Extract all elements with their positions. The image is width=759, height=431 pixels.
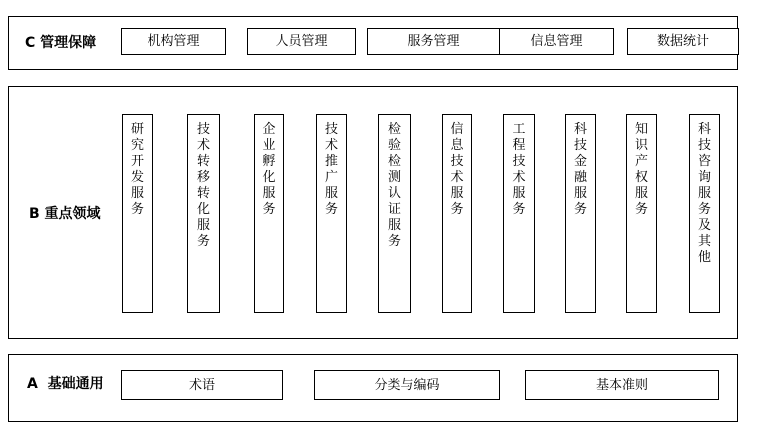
classification-coding-box: 分类与编码 bbox=[314, 370, 500, 400]
data-statistics-box: 数据统计 bbox=[627, 28, 739, 55]
service-management-box: 服务管理 bbox=[367, 28, 500, 55]
key-area-text: 信息技术服务 bbox=[450, 122, 464, 217]
key-area-box-engineering bbox=[503, 114, 535, 313]
management-support-panel bbox=[8, 16, 738, 70]
key-area-text: 研究开发服务 bbox=[130, 122, 144, 217]
key-area-text: 知识产权服务 bbox=[634, 122, 648, 217]
key-areas-panel bbox=[8, 86, 738, 339]
basic-principles-box: 基本准则 bbox=[525, 370, 719, 400]
key-area-box-rd-services bbox=[122, 114, 153, 313]
key-area-box-testing-certification bbox=[378, 114, 411, 313]
general-foundation-label: A 基础通用 bbox=[27, 376, 104, 392]
key-areas-label: B 重点领域 bbox=[29, 206, 101, 222]
key-area-text: 技术推广服务 bbox=[324, 122, 338, 217]
information-management-box: 信息管理 bbox=[499, 28, 614, 55]
general-foundation-panel bbox=[8, 354, 738, 422]
management-support-label: C 管理保障 bbox=[25, 35, 97, 51]
key-area-box-tech-finance bbox=[565, 114, 596, 313]
key-area-box-incubation bbox=[254, 114, 284, 313]
key-area-text: 工程技术服务 bbox=[512, 122, 526, 217]
key-area-box-it-services bbox=[442, 114, 472, 313]
institution-management-box: 机构管理 bbox=[121, 28, 226, 55]
key-area-text: 科技金融服务 bbox=[573, 122, 587, 217]
key-area-box-tech-transfer bbox=[187, 114, 220, 313]
key-area-box-consulting bbox=[689, 114, 720, 313]
key-area-text: 科技咨询服务及其他 bbox=[697, 122, 711, 265]
key-area-text: 企业孵化服务 bbox=[262, 122, 276, 217]
key-area-text: 技术转移转化服务 bbox=[196, 122, 210, 249]
key-area-box-tech-promotion bbox=[316, 114, 347, 313]
key-area-box-ip-services bbox=[626, 114, 657, 313]
personnel-management-box: 人员管理 bbox=[247, 28, 356, 55]
key-area-text: 检验检测认证服务 bbox=[387, 122, 401, 249]
terminology-box: 术语 bbox=[121, 370, 283, 400]
